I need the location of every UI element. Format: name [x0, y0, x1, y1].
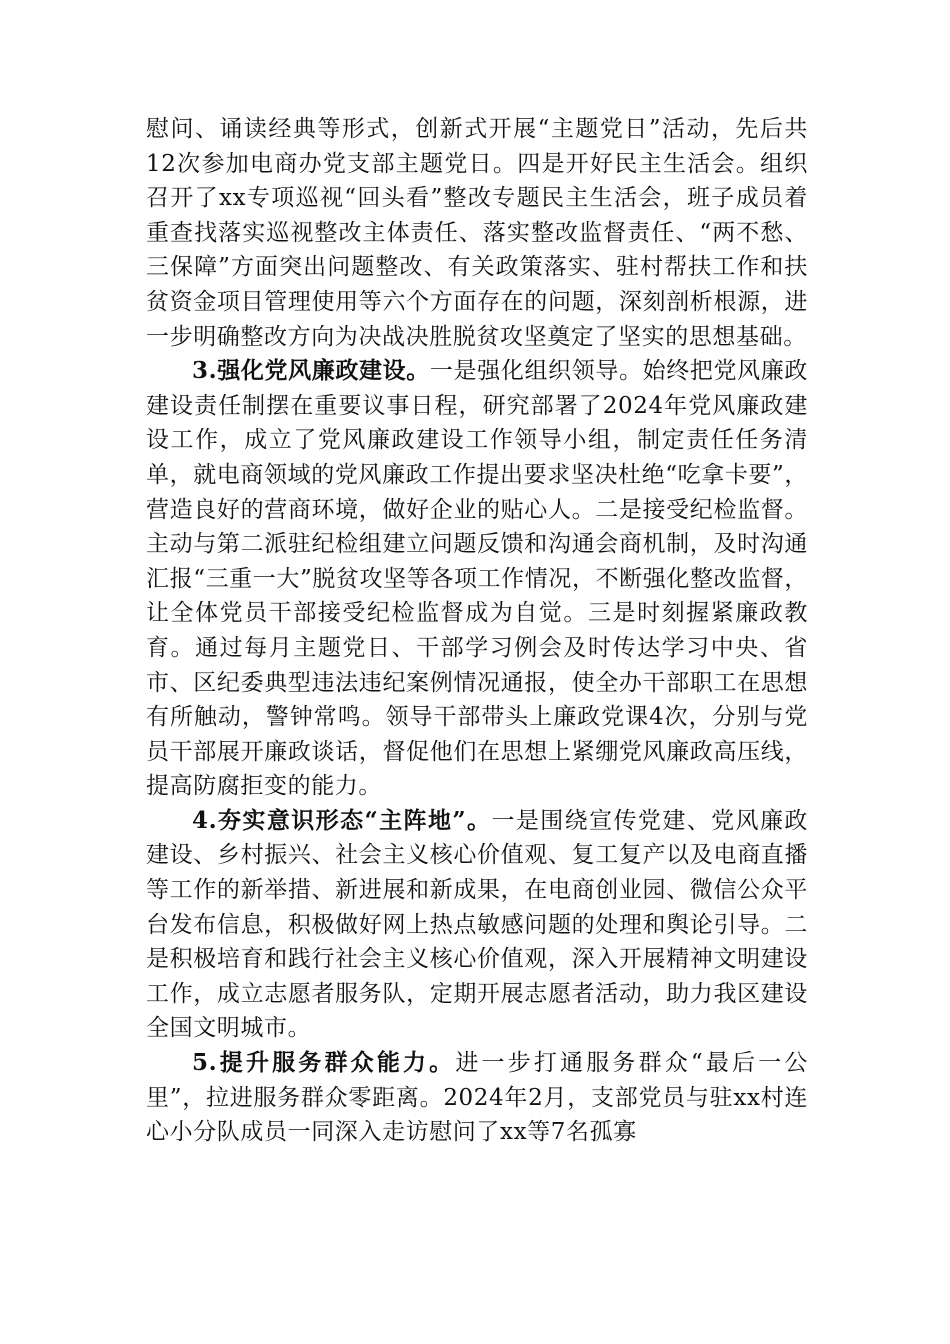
paragraph-section-3	[146, 354, 808, 804]
paragraph-body: 一是强化组织领导。始终把党风廉政建设责任制摆在重要议事日程，研究部署了2024年党风廉政建设工作，成立了党风廉政建设工作领导小组，制定责任任务清单，就电商领域的党风廉政工作提出要求坚决杜绝“吃拿卡要”，营造良好的营商环境，做好企业的贴心人。二是接受纪检监督。主动与第二派驻纪检组建立问题反馈和沟通会商机制，及时沟通汇报“三重一大”脱贫攻坚等各项工作情况，不断强化整改监督，让全体党员干部接受纪检监督成为自觉。三是时刻握紧廉政教育。通过每月主题党日、干部学习例会及时传达学习中央、省市、区纪委典型违法违纪案例情况通报，使全办干部职工在思想有所触动，警钟常鸣。领导干部带头上廉政党课4次，分别与党员干部展开廉政谈话，督促他们在思想上紧绷党风廉政高压线，提高防腐拒变的能力。	[146, 358, 808, 800]
paragraph-body: 一是围绕宣传党建、党风廉政建设、乡村振兴、社会主义核心价值观、复工复产以及电商直播等工作的新举措、新进展和新成果，在电商创业园、微信公众平台发布信息，积极做好网上热点敏感问题的处理和舆论引导。二是积极培育和践行社会主义核心价值观，深入开展精神文明建设工作，成立志愿者服务队，定期开展志愿者活动，助力我区建设全国文明城市。	[146, 807, 808, 1042]
section-heading: 4.夯实意识形态“主阵地”。	[192, 806, 492, 834]
paragraph-body: 进一步打通服务群众“最后一公里”，拉进服务群众零距离。2024年2月，支部党员与驻xx村连心小分队成员一同深入走访慰问了xx等7名孤寡	[146, 1050, 808, 1146]
paragraph-section-5	[146, 1046, 808, 1150]
paragraph-section-4	[146, 804, 808, 1046]
paragraph-body: 慰问、诵读经典等形式，创新式开展“主题党日”活动，先后共12次参加电商办党支部主题党日。四是开好民主生活会。组织召开了xx专项巡视“回头看”整改专题民主生活会，班子成员着重查找落实巡视整改主体责任、落实整改监督责任、“两不愁、三保障”方面突出问题整改、有关政策落实、驻村帮扶工作和扶贫资金项目管理使用等六个方面存在的问题，深刻剖析根源，进一步明确整改方向为决战决胜脱贫攻坚奠定了坚实的思想基础。	[146, 116, 808, 350]
section-heading: 5.提升服务群众能力。	[192, 1049, 456, 1077]
section-heading: 3.强化党风廉政建设。	[192, 357, 430, 385]
paragraph-continuation	[146, 112, 808, 354]
document-page	[146, 112, 808, 1150]
